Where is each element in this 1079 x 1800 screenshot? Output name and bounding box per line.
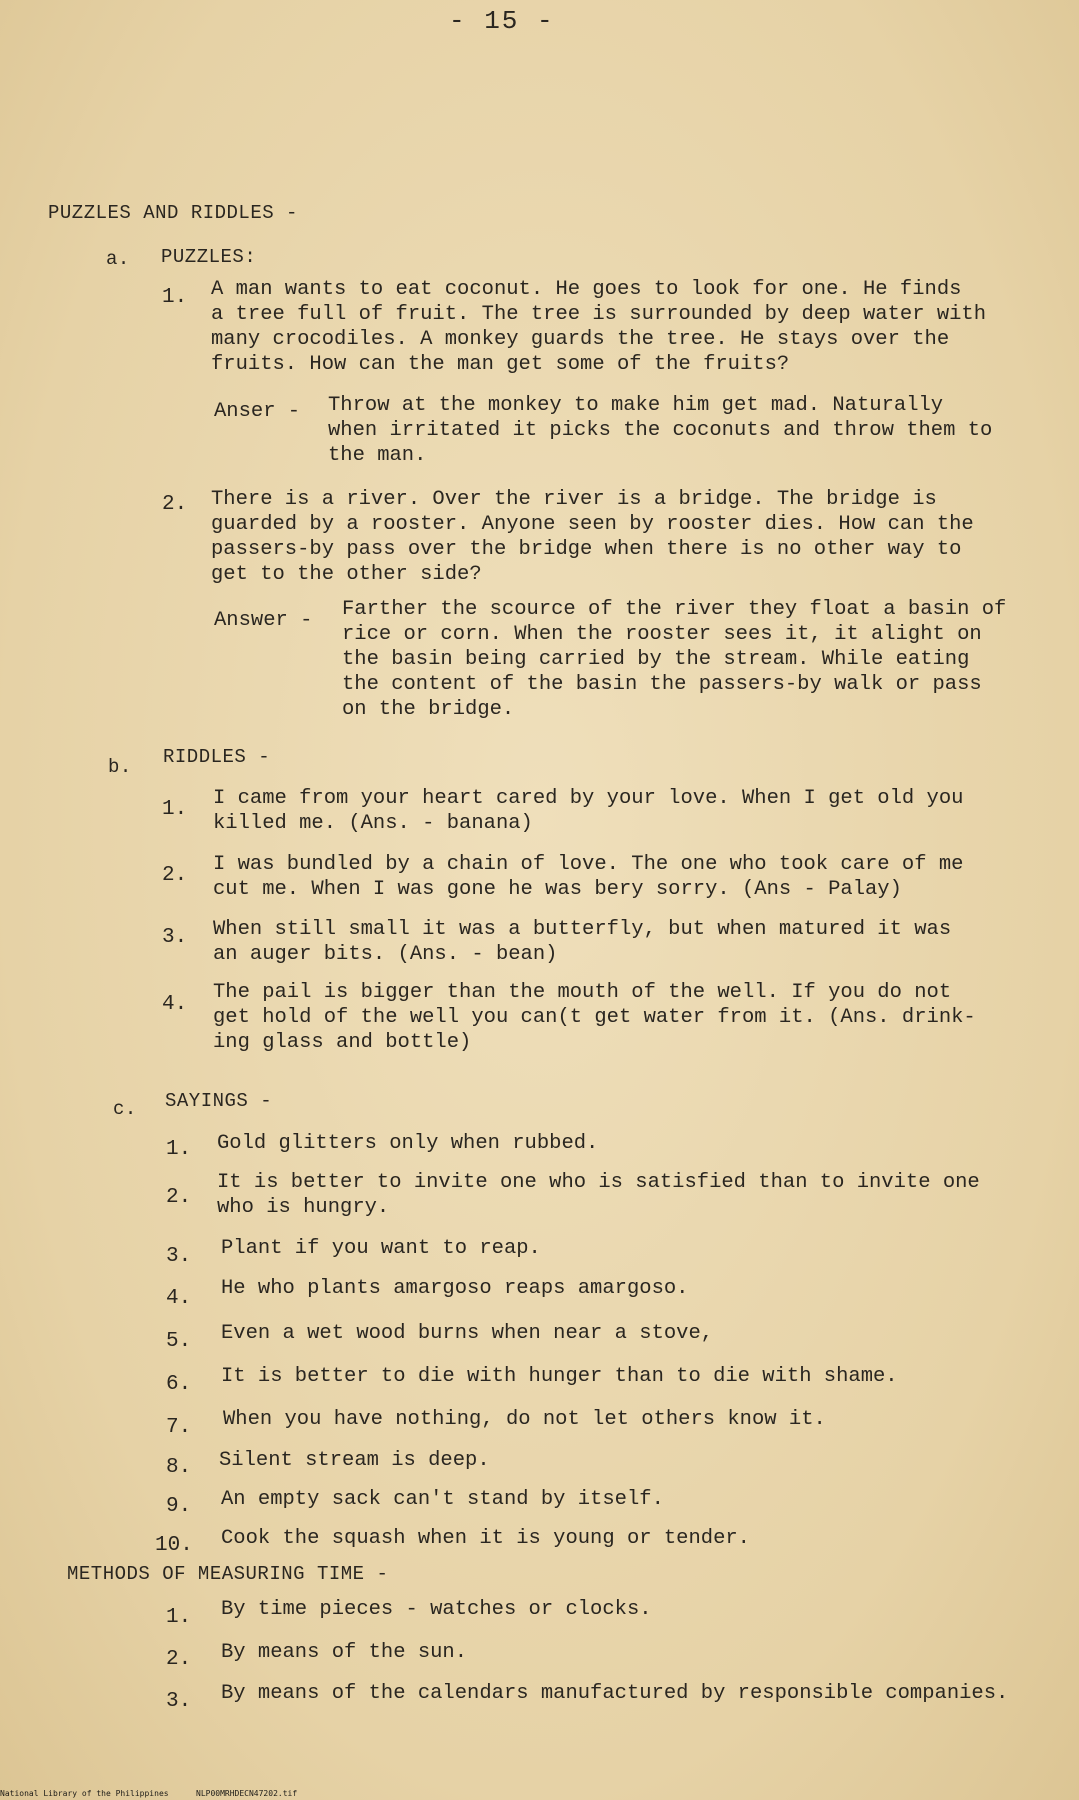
saying-text: Plant if you want to reap. bbox=[221, 1237, 541, 1260]
riddle-text: I was bundled by a chain of love. The one who took care of me cut me. When I was gone he was bery sorry. (Ans - Palay) bbox=[213, 853, 964, 901]
saying-number: 4. bbox=[166, 1287, 192, 1310]
saying-number: 1. bbox=[166, 1138, 192, 1161]
saying-number: 3. bbox=[166, 1245, 192, 1268]
riddle-number: 4. bbox=[162, 993, 188, 1016]
saying-text: Silent stream is deep. bbox=[219, 1449, 490, 1472]
method-text: By means of the calendars manufactured by responsible companies. bbox=[221, 1682, 1009, 1705]
saying-text: It is better to die with hunger than to die with shame. bbox=[221, 1365, 898, 1388]
subsection-title-puzzles: PUZZLES: bbox=[161, 246, 257, 268]
subsection-label-a: a. bbox=[106, 248, 130, 270]
saying-number: 9. bbox=[166, 1495, 192, 1518]
saying-text: It is better to invite one who is satisfied than to invite one who is hungry. bbox=[217, 1171, 980, 1219]
footer-filename: NLP00MRHDECN47202.tif bbox=[196, 1789, 298, 1798]
saying-text: Cook the squash when it is young or tender. bbox=[221, 1527, 750, 1550]
saying-text: He who plants amargoso reaps amargoso. bbox=[221, 1277, 689, 1300]
saying-number: 5. bbox=[166, 1330, 192, 1353]
riddle-number: 2. bbox=[162, 864, 188, 887]
method-number: 2. bbox=[166, 1648, 192, 1671]
saying-text: An empty sack can't stand by itself. bbox=[221, 1488, 664, 1511]
footer-library: National Library of the Philippines bbox=[0, 1789, 169, 1798]
riddle-text: The pail is bigger than the mouth of the well. If you do not get hold of the well you can(t get water from it. (Ans. drink- ing glass and bottle) bbox=[213, 981, 976, 1054]
section-title-puzzles-riddles: PUZZLES AND RIDDLES - bbox=[48, 202, 298, 224]
puzzle-number: 2. bbox=[162, 493, 188, 516]
method-number: 1. bbox=[166, 1606, 192, 1629]
puzzle-question: There is a river. Over the river is a bridge. The bridge is guarded by a rooster. Anyone seen by rooster dies. How can the passers-by pass over the bridge when there is no other way to get to the other side? bbox=[211, 488, 974, 586]
method-text: By time pieces - watches or clocks. bbox=[221, 1598, 652, 1621]
answer-label: Anser - bbox=[214, 400, 301, 423]
page-number: - 15 - bbox=[449, 6, 555, 36]
method-text: By means of the sun. bbox=[221, 1641, 468, 1664]
saying-number: 10. bbox=[155, 1534, 193, 1557]
puzzle-answer: Farther the scource of the river they float a basin of rice or corn. When the rooster sees it, it alight on the basin being carried by the stream. While eating the content of the basin the passers-by walk or pass on the bridge. bbox=[342, 598, 1007, 721]
subsection-title-riddles: RIDDLES - bbox=[163, 746, 271, 768]
saying-number: 8. bbox=[166, 1456, 192, 1479]
saying-text: When you have nothing, do not let others know it. bbox=[223, 1408, 826, 1431]
saying-text: Even a wet wood burns when near a stove, bbox=[221, 1322, 714, 1345]
riddle-number: 3. bbox=[162, 926, 188, 949]
puzzle-answer: Throw at the monkey to make him get mad. Naturally when irritated it picks the coconuts and throw them to the man. bbox=[328, 394, 993, 467]
riddle-text: When still small it was a butterfly, but when matured it was an auger bits. (Ans. - bean) bbox=[213, 918, 952, 966]
puzzle-number: 1. bbox=[162, 286, 188, 309]
section-title-measuring-time: METHODS OF MEASURING TIME - bbox=[67, 1563, 389, 1585]
saying-text: Gold glitters only when rubbed. bbox=[217, 1132, 599, 1155]
saying-number: 6. bbox=[166, 1373, 192, 1396]
riddle-text: I came from your heart cared by your love. When I get old you killed me. (Ans. - banana) bbox=[213, 787, 964, 835]
subsection-label-b: b. bbox=[108, 756, 132, 778]
puzzle-question: A man wants to eat coconut. He goes to look for one. He finds a tree full of fruit. The tree is surrounded by deep water with many crocodiles. A monkey guards the tree. He stays over the fruits. How can the man get some of the fruits? bbox=[211, 278, 987, 376]
saying-number: 2. bbox=[166, 1186, 192, 1209]
answer-label: Answer - bbox=[214, 609, 313, 632]
riddle-number: 1. bbox=[162, 798, 188, 821]
method-number: 3. bbox=[166, 1690, 192, 1713]
saying-number: 7. bbox=[166, 1416, 192, 1439]
subsection-title-sayings: SAYINGS - bbox=[165, 1090, 273, 1112]
subsection-label-c: c. bbox=[113, 1098, 137, 1120]
